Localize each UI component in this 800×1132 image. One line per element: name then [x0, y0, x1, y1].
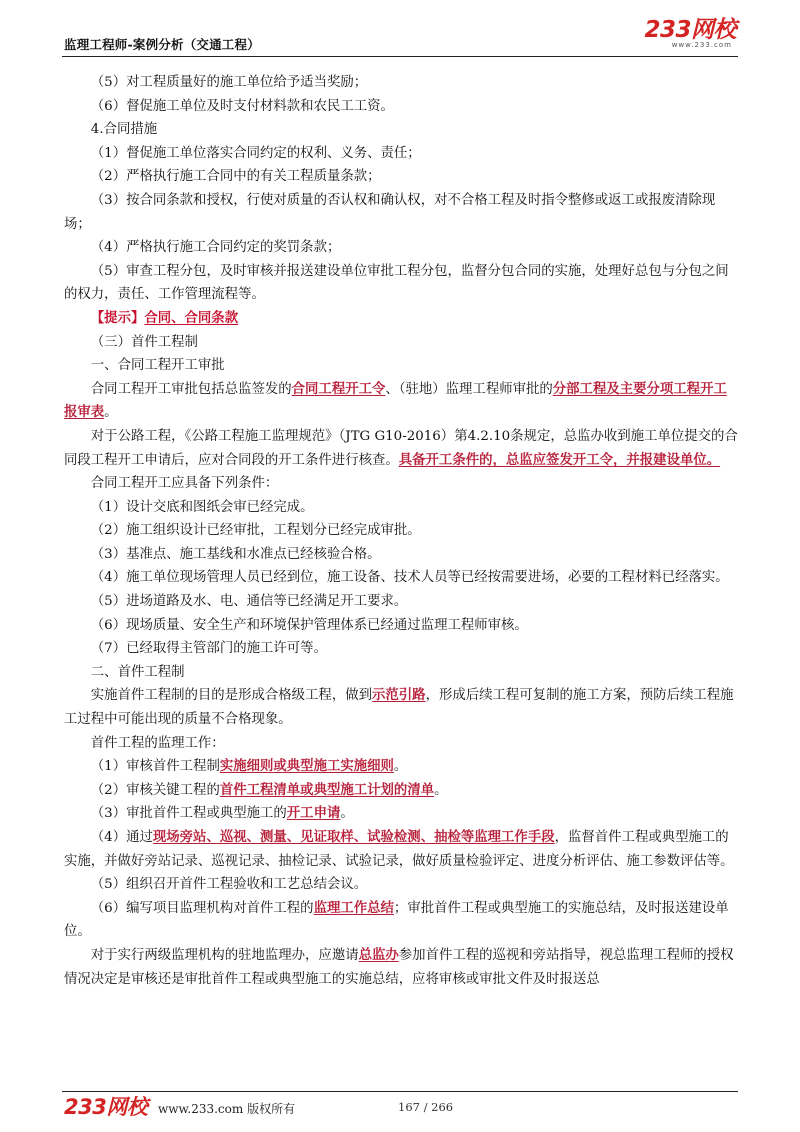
text: ，监督首件工程或典型施工的实施，并做好旁站记录、巡视记录、抽检记录、试验记录，做好质量检验评定、进度分析评估、施工参数评估等。	[64, 830, 734, 869]
logo-url: www.233.com	[671, 41, 732, 49]
text: （1）审核首件工程制	[90, 759, 220, 775]
list-item	[64, 779, 738, 803]
page-header	[62, 18, 738, 56]
header-divider	[62, 56, 738, 57]
highlight: 现场旁站、巡视、测量、见证取样、试验检测、抽检等监理工作手段	[152, 829, 555, 845]
highlight: 分部工程及主要分项工程开工报审表	[64, 380, 727, 421]
paragraph	[64, 944, 738, 991]
list-item: （5）组织召开首件工程验收和工艺总结会议。	[90, 877, 368, 893]
highlight: 示范引路	[372, 687, 426, 704]
list-item: （2）施工组织设计已经审批，工程划分已经完成审批。	[90, 523, 421, 539]
paragraph: （5）审查工程分包，及时审核并报送建设单位审批工程分包，监督分包合同的实施，处理好总包与分包之间的权力，责任、工作管理流程等。	[64, 263, 729, 303]
hint-note	[64, 307, 738, 331]
hint-keywords: 合同、合同条款	[144, 309, 239, 326]
text: 。	[104, 405, 118, 421]
highlight: 具备开工条件的，总监应签发开工令，并报建设单位。	[398, 451, 721, 468]
paragraph: （5）对工程质量好的施工单位给予适当奖励；	[90, 75, 368, 90]
section-heading: 二、首件工程制	[90, 664, 185, 680]
highlight: 实施细则或典型施工实施细则	[219, 758, 394, 775]
list-item: （3）基准点、施工基线和水准点已经核验合格。	[90, 546, 381, 562]
highlight: 合同工程开工令	[291, 380, 386, 397]
text: 。	[393, 759, 408, 775]
list-item	[64, 755, 738, 779]
list-item: （7）已经取得主管部门的施工许可等。	[90, 641, 327, 657]
document-title: 监理工程师-案例分析（交通工程）	[64, 37, 260, 52]
paragraph: 合同工程开工应具备下列条件：	[90, 476, 279, 492]
list-item	[64, 897, 738, 944]
text: （3）审批首件工程或典型施工的	[90, 806, 287, 822]
page-number: 167 / 266	[398, 1100, 454, 1114]
section-heading: 一、合同工程开工审批	[90, 358, 225, 374]
page-footer	[62, 1093, 738, 1121]
copyright-text: www.233.com 版权所有	[158, 1102, 296, 1116]
list-item: （4）施工单位现场管理人员已经到位，施工设备、技术人员等已经按需要进场，必要的工程材料已经落实。	[90, 570, 729, 586]
list-item: （1）设计交底和图纸会审已经完成。	[90, 499, 314, 515]
paragraph	[64, 425, 738, 472]
document-body	[64, 71, 738, 991]
highlight: 监理工作总结	[313, 899, 394, 916]
paragraph: （6）督促施工单位及时支付材料款和农民工工资。	[90, 98, 394, 114]
list-item	[64, 802, 738, 826]
section-heading: （三）首件工程制	[90, 334, 198, 350]
text: ；审批首件工程或典型施工的实施总结，及时报送建设单位。	[64, 900, 729, 940]
logo-text: 233网校	[644, 17, 736, 43]
text: 合同工程开工审批包括总监签发的	[90, 381, 292, 397]
footer-logo[interactable]: 233网校	[64, 1095, 148, 1119]
text: 对于公路工程，《公路工程施工监理规范》（JTG G10-2016）第4.2.10条规定，总监办收到施工单位提交的合同段工程开工申请后，应对合同段的开工条件进行核查。	[64, 428, 738, 468]
paragraph: （1）督促施工单位落实合同约定的权利、义务、责任；	[90, 145, 421, 161]
brand-logo[interactable]	[644, 18, 736, 49]
list-item	[64, 826, 738, 873]
list-item: （5）进场道路及水、电、通信等已经满足开工要求。	[90, 594, 408, 610]
text: （4）通过	[90, 830, 153, 845]
paragraph	[64, 378, 738, 425]
text: 。	[434, 782, 448, 798]
list-item: （6）现场质量、安全生产和环境保护管理体系已经通过监理工程师审核。	[90, 617, 528, 633]
text: （6）编写项目监理机构对首件工程的	[90, 900, 314, 916]
footer-divider	[62, 1091, 738, 1092]
highlight: 首件工程清单或典型施工计划的清单	[219, 781, 435, 798]
text: 。	[340, 806, 354, 822]
text: （2）审核关键工程的	[90, 782, 220, 798]
text: ，形成后续工程可复制的施工方案，预防后续工程施工过程中可能出现的质量不合格现象。	[64, 688, 734, 728]
text: 对于实行两级监理机构的驻地监理办，应邀请	[90, 947, 359, 963]
paragraph: 首件工程的监理工作：	[90, 735, 225, 751]
text: 、（驻地）监理工程师审批的	[385, 381, 553, 397]
highlight: 开工申请	[286, 805, 341, 822]
paragraph	[64, 684, 738, 731]
paragraph: （4）严格执行施工合同约定的奖罚条款；	[90, 240, 341, 256]
paragraph: （3）按合同条款和授权，行使对质量的否认权和确认权，对不合格工程及时指令整修或返工或报废清除现场；	[64, 192, 716, 232]
section-heading: 4.合同措施	[90, 122, 158, 138]
text: 参加首件工程的巡视和旁站指导，视总监理工程师的授权情况决定是审核还是审批首件工程或典型施工的实施总结，应将审核或审批文件及时报送总	[64, 947, 734, 987]
paragraph: （2）严格执行施工合同中的有关工程质量条款；	[90, 169, 381, 185]
highlight: 总监办	[358, 946, 399, 963]
hint-label: 【提示】	[90, 309, 145, 326]
text: 实施首件工程制的目的是形成合格级工程，做到	[90, 688, 372, 704]
